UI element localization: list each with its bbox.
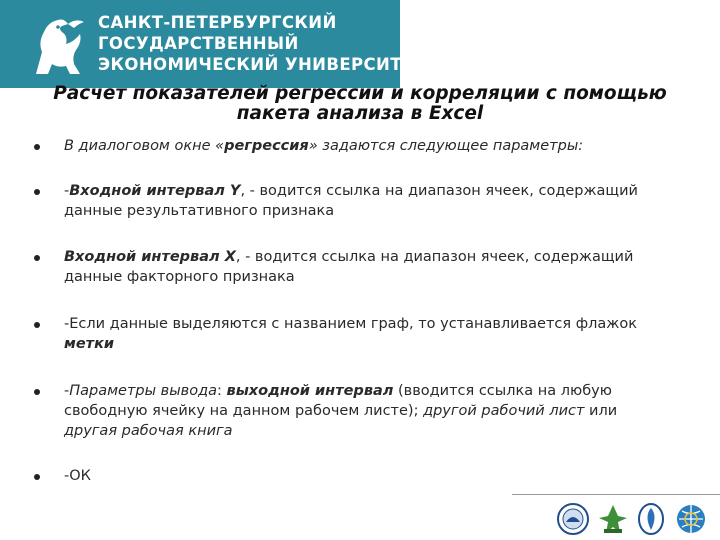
list-item-1-text-b: » задаются следующее параметры: xyxy=(308,138,584,154)
globe-emblem-icon xyxy=(674,502,708,536)
list-item-3 xyxy=(64,247,664,287)
bullet-icon xyxy=(34,389,40,395)
blue-emblem-icon xyxy=(634,502,668,536)
list-item-6 xyxy=(64,466,664,486)
list-item-1-text-a: В диалоговом окне « xyxy=(64,138,225,154)
university-name-line-1: САНКТ-ПЕТЕРБУРГСКИЙ xyxy=(98,13,337,32)
bullet-icon xyxy=(34,474,40,480)
list-item-5 xyxy=(64,381,664,441)
list-item-5-dash: - xyxy=(64,383,70,399)
list-item-5-term-a: Параметры вывода xyxy=(69,383,218,399)
list-item-5-term-c: другой рабочий лист xyxy=(423,403,585,419)
list-item-4-text: -Если данные выделяются с названием граф, то устанавливается флажок xyxy=(64,316,637,332)
list-item-3-text: , - водится ссылка на диапазон ячеек, содержащий xyxy=(235,249,634,265)
slide-title-line-1: Расчет показателей регрессии и корреляции с помощью xyxy=(53,83,667,104)
university-seal-icon xyxy=(556,502,590,536)
slide-title-line-2: пакета анализа в Excel xyxy=(236,103,484,124)
bullet-icon xyxy=(34,189,40,195)
university-name-line-2: ГОСУДАРСТВЕННЫЙ xyxy=(98,34,299,53)
list-item-2-dash: - xyxy=(64,183,70,199)
list-item-2 xyxy=(64,181,664,221)
bullet-icon xyxy=(34,322,40,328)
list-item-4 xyxy=(64,314,664,354)
list-item-5-colon: : xyxy=(217,383,227,399)
footer-divider xyxy=(512,494,720,495)
list-item-5-text-c: или xyxy=(584,403,618,419)
green-emblem-icon xyxy=(596,502,630,536)
list-item-6-text: -ОК xyxy=(64,468,91,484)
bullet-icon xyxy=(34,144,40,150)
list-item-5-term-d: другая рабочая книга xyxy=(64,423,233,439)
bullet-icon xyxy=(34,255,40,261)
list-item-5-text-a: (вводится ссылка на любую xyxy=(393,383,612,399)
list-item-5-term-b: выходной интервал xyxy=(226,383,394,399)
list-item-4-term: метки xyxy=(64,336,115,352)
list-item-5-text-b: свободную ячейку на данном рабочем листе); xyxy=(64,403,424,419)
list-item-3-text-line-2: данные факторного признака xyxy=(64,269,295,285)
list-item-1-emphasis: регрессия xyxy=(224,138,309,154)
list-item-3-term: Входной интервал X xyxy=(64,249,236,265)
list-item-2-text-line-2: данные результативного признака xyxy=(64,203,335,219)
university-name-line-3: ЭКОНОМИЧЕСКИЙ УНИВЕРСИТЕТ xyxy=(98,55,426,74)
list-item-1 xyxy=(64,136,664,156)
list-item-2-term: Входной интервал Y xyxy=(69,183,241,199)
list-item-2-text: , - водится ссылка на диапазон ячеек, содержащий xyxy=(240,183,638,199)
